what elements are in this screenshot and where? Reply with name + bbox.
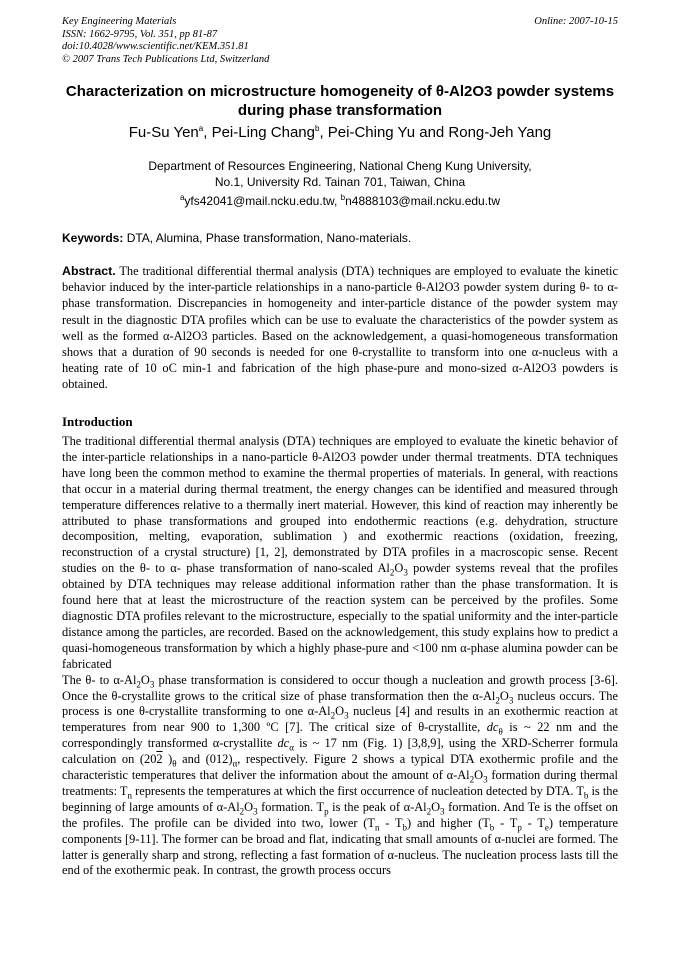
email-mark: b	[340, 193, 346, 202]
copyright-line: © 2007 Trans Tech Publications Ltd, Switzerland	[62, 53, 270, 65]
journal-name: Key Engineering Materials	[62, 16, 177, 27]
abstract-label: Abstract.	[62, 264, 116, 278]
email-link[interactable]: n4888103@mail.ncku.edu.tw	[345, 194, 501, 208]
author-emails	[62, 193, 618, 209]
author-affil-mark: a	[198, 124, 204, 133]
section-heading-introduction: Introduction	[62, 414, 133, 429]
paper-title: Characterization on microstructure homogeneity of θ-Al2O3 powder systems during phase transformation	[65, 83, 615, 119]
keywords-text: DTA, Alumina, Phase transformation, Nano-materials.	[123, 231, 412, 245]
affiliation-line: No.1, University Rd. Tainan 701, Taiwan, China	[214, 175, 466, 189]
introduction-body	[62, 434, 618, 879]
keywords-label: Keywords:	[62, 231, 124, 245]
doi-line[interactable]: doi:10.4028/www.scientific.net/KEM.351.81	[62, 41, 249, 52]
email-mark: a	[179, 193, 185, 202]
journal-header	[62, 16, 618, 66]
author-name: , Pei-Ching Yu and Rong-Jeh Yang	[319, 124, 552, 141]
author-name: , Pei-Ling Chang	[203, 124, 315, 141]
paragraph: The traditional differential thermal analysis (DTA) techniques are employed to evaluate the kinetic behavior of the inter-particle relationships in a nano-particle θ-Al2O3 powder under thermal treatments. DTA techniques have long been the common method to examine the thermal properties of materials. In general, with reactions that occur in a material during thermal treatment, the energy changes can be identified and measured through temperature differences relative to a thermally inert material. However, this kind of reaction may inherently be attributed to phase transformations and grouped into endothermic reactions (e.g. dehydration, structure decomposition, melting, evaporation, sublimation ) and exothermic reactions (oxidation, freezing, reconstruction of a crystal structure) [1, 2], demonstrated by DTA profiles in a macroscopic sense. Recent studies on the θ- to α- phase transformation of nano-scaled $Al_2O_3$ powder systems reveal that the profiles obtained by DTA techniques may release additional information rather than the phase transformation. It is found here that at least the microstructure of the reaction system can be perceived by the profiles. Some diagnostic DTA profiles relevant to the microstructure, especially to the spatial uniformity and the inter-particle distance among the particles, are recorded. Based on the acknowledgement, this study explains how to predict a quasi-homogeneous transformation by which a highly phase-pure and <100 nm α-phase alumina powder can be fabricated	[62, 434, 618, 671]
abstract-text: The traditional differential thermal analysis (DTA) techniques are employed to evaluate the kinetic behavior induced by the inter-particle relationships in a nano-particle θ-Al2O3 powder system during θ- to α- phase transformation. Discrepancies in homogeneity and inter-particle distance of the powder system may result in the diagnostic DTA profiles which can be use to evaluate the characteristics of the powder system as well as the formed α-Al2O3 particles. Based on the acknowledgement, a quasi-homogeneous transformation shows that a duration of 90 seconds is needed for one θ-crystallite to transform into one α-nucleus with a heating rate of 10 oC min-1 and fabrication of the high phase-pure and mono-sized α-Al2O3 powders is obtained.	[62, 264, 618, 392]
abstract	[62, 263, 618, 393]
author-name: Fu-Su Yen	[128, 124, 199, 141]
issn-line: ISSN: 1662-9795, Vol. 351, pp 81-87	[62, 28, 218, 40]
affiliation-line: Department of Resources Engineering, National Cheng Kung University,	[148, 159, 532, 173]
author-affil-mark: b	[314, 124, 320, 133]
author-list	[62, 124, 618, 142]
online-date: Online: 2007-10-15	[534, 16, 618, 27]
email-link[interactable]: yfs42041@mail.ncku.edu.tw,	[184, 194, 341, 208]
keywords	[62, 230, 618, 246]
paragraph: The θ- to $\alpha-Al_2O_3$ phase transformation is considered to occur though a nucleation and growth process [3-6]. Once the θ-crystallite grows to the critical size of phase transformation then the $\alpha-Al_2O_3$ nucleus occurs. The process is one θ-crystallite transforming to one $\alpha-Al_2O_3$ nucleus [4] and results in an exothermic reaction at temperatures from near 900 to 1,300 ºC [7]. The critical size of θ-crystallite, $dc_\theta$ is ~ 22 nm and the correspondingly transformed α-crystallite $dc_\alpha$ is ~ 17 nm (Fig. 1) [3,8,9], using the XRD-Scherrer formula calculation on (202 )$_\theta$ and $(012)_\alpha$, respectively. Figure 2 shows a typical DTA exothermic profile and the characteristic temperatures that deliver the information about the amount of $\alpha-Al_2O_3$ formation during thermal treatments: $T_n$ represents the temperatures at which the first occurrence of nucleation detected by DTA. $T_b$ is the beginning of large amounts of $\alpha-Al_2O_3$ formation. $T_p$ is the peak of $\alpha-Al_2O_3$ formation. And Te is the offset on the profiles. The profile can be divided into two, lower $(T_n - T_b)$ and higher $(T_b - T_p - T_e)$ temperature components [9-11]. The former can be broad and flat, indicating that small amounts of α-nuclei are formed. The latter is generally sharp and strong, reflecting a fast formation of α-nucleus. The nucleation process lasts till the end of the exothermic peak. In contrast, the growth process occurs	[62, 672, 619, 878]
affiliation	[62, 158, 618, 190]
